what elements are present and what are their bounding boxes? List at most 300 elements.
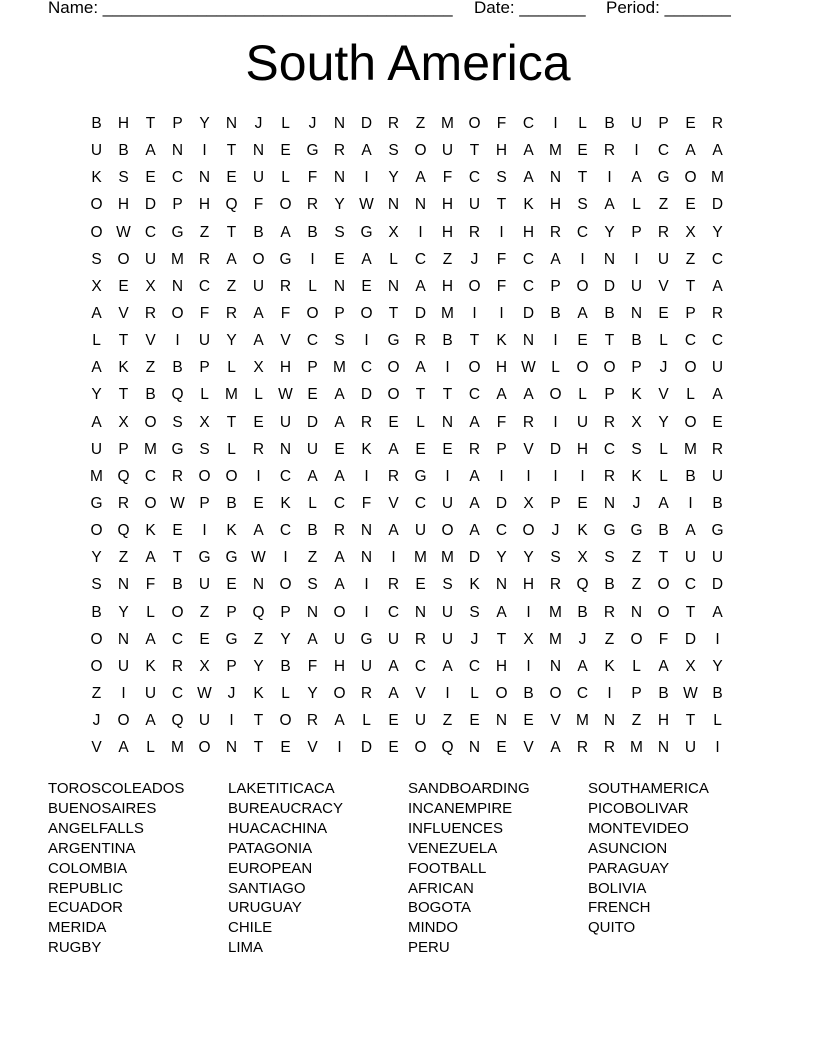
grid-letter[interactable]: O (117, 712, 130, 730)
grid-letter[interactable]: L (713, 712, 722, 730)
grid-letter[interactable]: R (414, 332, 427, 350)
grid-letter[interactable]: M (441, 304, 454, 322)
grid-letter[interactable]: M (90, 467, 103, 485)
grid-letter[interactable]: R (279, 277, 292, 295)
grid-letter[interactable]: I (364, 332, 369, 350)
grid-letter[interactable]: I (256, 467, 261, 485)
grid-letter[interactable]: A (550, 250, 561, 268)
grid-letter[interactable]: T (685, 277, 696, 295)
grid-letter[interactable]: U (468, 196, 481, 214)
grid-letter[interactable]: I (418, 223, 423, 241)
grid-letter[interactable]: Y (334, 196, 345, 214)
grid-letter[interactable]: A (631, 169, 642, 187)
grid-letter[interactable]: R (387, 576, 400, 594)
grid-letter[interactable]: E (388, 413, 399, 431)
grid-letter[interactable]: Q (576, 576, 589, 594)
grid-letter[interactable]: X (118, 413, 129, 431)
grid-letter[interactable]: L (659, 467, 668, 485)
grid-letter[interactable]: L (659, 440, 668, 458)
grid-letter[interactable]: Y (388, 169, 399, 187)
grid-letter[interactable]: C (711, 332, 724, 350)
grid-letter[interactable]: L (146, 603, 155, 621)
grid-letter[interactable]: T (226, 223, 237, 241)
grid-letter[interactable]: W (170, 494, 185, 512)
grid-letter[interactable]: F (253, 196, 264, 214)
grid-letter[interactable]: A (469, 467, 480, 485)
grid-letter[interactable]: O (684, 169, 697, 187)
grid-letter[interactable]: T (118, 386, 129, 404)
grid-letter[interactable]: O (549, 684, 562, 702)
grid-letter[interactable]: B (118, 142, 129, 160)
grid-letter[interactable]: E (334, 440, 345, 458)
grid-letter[interactable]: G (657, 169, 670, 187)
grid-letter[interactable]: E (226, 169, 237, 187)
grid-letter[interactable]: A (523, 169, 534, 187)
grid-letter[interactable]: I (526, 603, 531, 621)
grid-letter[interactable]: D (144, 196, 157, 214)
grid-letter[interactable]: O (630, 630, 643, 648)
grid-letter[interactable]: R (387, 115, 400, 132)
grid-letter[interactable]: V (91, 739, 102, 757)
grid-letter[interactable]: K (523, 196, 534, 214)
grid-letter[interactable]: O (144, 413, 157, 431)
grid-letter[interactable]: R (333, 142, 346, 160)
grid-letter[interactable]: L (632, 196, 641, 214)
grid-letter[interactable]: Q (171, 386, 184, 404)
grid-letter[interactable]: I (499, 467, 504, 485)
grid-letter[interactable]: A (226, 250, 237, 268)
grid-letter[interactable]: L (389, 250, 398, 268)
grid-letter[interactable]: Y (253, 657, 264, 675)
grid-letter[interactable]: C (468, 169, 481, 187)
grid-letter[interactable]: J (308, 115, 317, 132)
grid-letter[interactable]: A (334, 712, 345, 730)
grid-letter[interactable]: T (226, 142, 237, 160)
grid-letter[interactable]: N (225, 739, 238, 757)
grid-letter[interactable]: I (121, 684, 126, 702)
grid-letter[interactable]: O (387, 359, 400, 377)
grid-letter[interactable]: U (90, 142, 103, 160)
grid-letter[interactable]: D (549, 440, 562, 458)
grid-letter[interactable]: K (631, 386, 642, 404)
grid-letter[interactable]: O (333, 603, 346, 621)
grid-letter[interactable]: E (388, 739, 399, 757)
grid-letter[interactable]: S (334, 223, 345, 241)
grid-letter[interactable]: A (712, 277, 723, 295)
grid-letter[interactable]: G (414, 467, 427, 485)
grid-letter[interactable]: T (145, 115, 156, 132)
grid-letter[interactable]: Z (118, 549, 129, 567)
grid-letter[interactable]: L (470, 684, 479, 702)
grid-letter[interactable]: S (442, 576, 453, 594)
grid-letter[interactable]: U (657, 250, 670, 268)
grid-letter[interactable]: B (523, 684, 534, 702)
grid-letter[interactable]: U (576, 413, 589, 431)
grid-letter[interactable]: D (603, 277, 616, 295)
grid-letter[interactable]: R (711, 304, 724, 322)
grid-letter[interactable]: N (279, 440, 292, 458)
grid-letter[interactable]: C (333, 494, 346, 512)
grid-letter[interactable]: T (658, 549, 669, 567)
grid-letter[interactable]: H (522, 223, 535, 241)
grid-letter[interactable]: A (253, 522, 264, 540)
grid-letter[interactable]: R (360, 413, 373, 431)
grid-letter[interactable]: C (414, 657, 427, 675)
grid-letter[interactable]: O (279, 712, 292, 730)
grid-letter[interactable]: X (253, 359, 264, 377)
grid-letter[interactable]: G (225, 549, 238, 567)
grid-letter[interactable]: D (711, 576, 724, 594)
grid-letter[interactable]: Z (631, 712, 642, 730)
grid-letter[interactable]: I (607, 169, 612, 187)
grid-letter[interactable]: O (333, 684, 346, 702)
grid-letter[interactable]: T (604, 332, 615, 350)
grid-letter[interactable]: A (145, 712, 156, 730)
grid-letter[interactable]: L (308, 494, 317, 512)
grid-letter[interactable]: U (198, 332, 211, 350)
grid-letter[interactable]: F (496, 413, 507, 431)
grid-letter[interactable]: X (577, 549, 588, 567)
grid-letter[interactable]: E (712, 413, 723, 431)
grid-letter[interactable]: Y (658, 413, 669, 431)
grid-letter[interactable]: S (91, 576, 102, 594)
grid-letter[interactable]: M (414, 549, 427, 567)
grid-letter[interactable]: I (553, 332, 558, 350)
grid-letter[interactable]: N (657, 739, 670, 757)
grid-letter[interactable]: Z (604, 630, 615, 648)
grid-letter[interactable]: A (334, 386, 345, 404)
grid-letter[interactable]: X (685, 657, 696, 675)
grid-letter[interactable]: X (685, 223, 696, 241)
grid-letter[interactable]: T (415, 386, 426, 404)
grid-letter[interactable]: C (414, 250, 427, 268)
grid-letter[interactable]: A (469, 494, 480, 512)
grid-letter[interactable]: U (198, 712, 211, 730)
grid-letter[interactable]: C (657, 142, 670, 160)
grid-letter[interactable]: Y (91, 386, 102, 404)
grid-letter[interactable]: N (333, 115, 346, 132)
grid-letter[interactable]: I (715, 739, 720, 757)
grid-letter[interactable]: I (499, 304, 504, 322)
grid-letter[interactable]: H (576, 440, 589, 458)
grid-letter[interactable]: N (414, 196, 427, 214)
grid-letter[interactable]: T (226, 413, 237, 431)
grid-letter[interactable]: B (280, 657, 291, 675)
grid-letter[interactable]: H (441, 277, 454, 295)
grid-letter[interactable]: Q (171, 712, 184, 730)
grid-letter[interactable]: S (118, 169, 129, 187)
grid-letter[interactable]: H (549, 196, 562, 214)
grid-letter[interactable]: U (117, 657, 130, 675)
grid-letter[interactable]: E (469, 712, 480, 730)
period-field[interactable]: Period: _______ (606, 0, 731, 17)
grid-letter[interactable]: F (307, 657, 318, 675)
grid-letter[interactable]: A (577, 304, 588, 322)
grid-letter[interactable]: Z (199, 603, 210, 621)
grid-letter[interactable]: E (280, 739, 291, 757)
grid-letter[interactable]: D (306, 413, 319, 431)
grid-letter[interactable]: I (391, 549, 396, 567)
grid-letter[interactable]: N (117, 630, 130, 648)
grid-letter[interactable]: F (496, 115, 507, 132)
grid-letter[interactable]: V (145, 332, 156, 350)
grid-letter[interactable]: A (145, 630, 156, 648)
grid-letter[interactable]: L (227, 440, 236, 458)
grid-letter[interactable]: G (90, 494, 103, 512)
grid-letter[interactable]: G (360, 223, 373, 241)
grid-letter[interactable]: W (116, 223, 131, 241)
grid-letter[interactable]: N (252, 576, 265, 594)
grid-letter[interactable]: C (198, 277, 211, 295)
grid-letter[interactable]: U (441, 603, 454, 621)
grid-letter[interactable]: G (171, 223, 184, 241)
grid-letter[interactable]: B (172, 576, 183, 594)
grid-letter[interactable]: L (686, 386, 695, 404)
grid-letter[interactable]: L (578, 386, 587, 404)
grid-letter[interactable]: T (577, 169, 588, 187)
grid-letter[interactable]: O (360, 304, 373, 322)
grid-letter[interactable]: A (604, 196, 615, 214)
grid-letter[interactable]: Z (658, 196, 669, 214)
grid-letter[interactable]: U (711, 549, 724, 567)
grid-letter[interactable]: G (630, 522, 643, 540)
grid-letter[interactable]: K (118, 359, 129, 377)
grid-letter[interactable]: O (387, 386, 400, 404)
grid-letter[interactable]: R (711, 115, 724, 132)
grid-letter[interactable]: K (631, 467, 642, 485)
grid-letter[interactable]: N (333, 169, 346, 187)
grid-letter[interactable]: E (415, 440, 426, 458)
grid-letter[interactable]: X (631, 413, 642, 431)
grid-letter[interactable]: C (576, 684, 589, 702)
grid-letter[interactable]: A (253, 304, 264, 322)
grid-letter[interactable]: E (253, 494, 264, 512)
grid-letter[interactable]: X (91, 277, 102, 295)
grid-letter[interactable]: X (388, 223, 399, 241)
grid-letter[interactable]: A (388, 657, 399, 675)
grid-letter[interactable]: M (144, 440, 157, 458)
grid-letter[interactable]: P (658, 115, 669, 132)
grid-letter[interactable]: O (441, 522, 454, 540)
name-field[interactable]: Name: _____________________________________ (48, 0, 453, 17)
grid-letter[interactable]: O (90, 630, 103, 648)
grid-letter[interactable]: G (387, 332, 400, 350)
grid-letter[interactable]: I (553, 413, 558, 431)
grid-letter[interactable]: A (712, 142, 723, 160)
grid-letter[interactable]: I (364, 603, 369, 621)
grid-letter[interactable]: A (415, 169, 426, 187)
grid-letter[interactable]: B (307, 223, 318, 241)
grid-letter[interactable]: L (578, 115, 587, 132)
grid-letter[interactable]: U (333, 630, 346, 648)
grid-letter[interactable]: U (144, 684, 157, 702)
grid-letter[interactable]: I (445, 467, 450, 485)
grid-letter[interactable]: D (495, 494, 508, 512)
grid-letter[interactable]: I (310, 250, 315, 268)
grid-letter[interactable]: P (631, 684, 642, 702)
grid-letter[interactable]: Y (523, 549, 534, 567)
grid-letter[interactable]: O (90, 196, 103, 214)
grid-letter[interactable]: G (171, 440, 184, 458)
grid-letter[interactable]: X (199, 413, 210, 431)
grid-letter[interactable]: I (499, 223, 504, 241)
grid-letter[interactable]: E (307, 386, 318, 404)
grid-letter[interactable]: L (308, 277, 317, 295)
grid-letter[interactable]: L (254, 386, 263, 404)
grid-letter[interactable]: C (306, 332, 319, 350)
grid-letter[interactable]: T (685, 603, 696, 621)
grid-letter[interactable]: E (199, 630, 210, 648)
grid-letter[interactable]: C (171, 169, 184, 187)
grid-letter[interactable]: B (658, 684, 669, 702)
grid-letter[interactable]: W (251, 549, 266, 567)
grid-letter[interactable]: I (715, 630, 720, 648)
grid-letter[interactable]: L (146, 739, 155, 757)
grid-letter[interactable]: X (145, 277, 156, 295)
grid-letter[interactable]: R (387, 467, 400, 485)
grid-letter[interactable]: G (711, 522, 724, 540)
grid-letter[interactable]: N (198, 169, 211, 187)
grid-letter[interactable]: U (414, 712, 427, 730)
grid-letter[interactable]: R (549, 223, 562, 241)
grid-letter[interactable]: R (198, 250, 211, 268)
grid-letter[interactable]: N (360, 522, 373, 540)
grid-letter[interactable]: C (360, 359, 373, 377)
grid-letter[interactable]: K (361, 440, 372, 458)
grid-letter[interactable]: U (711, 467, 724, 485)
grid-letter[interactable]: I (553, 115, 558, 132)
grid-letter[interactable]: I (337, 739, 342, 757)
grid-letter[interactable]: L (281, 115, 290, 132)
grid-letter[interactable]: E (685, 115, 696, 132)
grid-letter[interactable]: R (252, 440, 265, 458)
grid-letter[interactable]: E (334, 250, 345, 268)
grid-letter[interactable]: E (496, 739, 507, 757)
grid-letter[interactable]: U (630, 277, 643, 295)
grid-letter[interactable]: V (658, 277, 669, 295)
grid-letter[interactable]: D (414, 304, 427, 322)
grid-letter[interactable]: H (279, 359, 292, 377)
grid-letter[interactable]: U (441, 142, 454, 160)
grid-letter[interactable]: K (145, 522, 156, 540)
grid-letter[interactable]: E (577, 142, 588, 160)
grid-letter[interactable]: G (279, 250, 292, 268)
grid-letter[interactable]: U (630, 115, 643, 132)
grid-letter[interactable]: S (334, 332, 345, 350)
grid-letter[interactable]: N (549, 169, 562, 187)
grid-letter[interactable]: I (283, 549, 288, 567)
grid-letter[interactable]: H (441, 223, 454, 241)
grid-letter[interactable]: O (252, 250, 265, 268)
grid-letter[interactable]: M (684, 440, 697, 458)
grid-letter[interactable]: A (280, 223, 291, 241)
grid-letter[interactable]: I (202, 522, 207, 540)
grid-letter[interactable]: A (658, 657, 669, 675)
grid-letter[interactable]: T (253, 739, 264, 757)
grid-letter[interactable]: E (361, 277, 372, 295)
grid-letter[interactable]: T (442, 386, 453, 404)
grid-letter[interactable]: F (307, 169, 318, 187)
grid-letter[interactable]: N (171, 142, 184, 160)
grid-letter[interactable]: S (469, 603, 480, 621)
grid-letter[interactable]: A (712, 386, 723, 404)
grid-letter[interactable]: I (607, 684, 612, 702)
grid-letter[interactable]: A (523, 386, 534, 404)
grid-letter[interactable]: S (496, 169, 507, 187)
grid-letter[interactable]: M (549, 630, 562, 648)
grid-letter[interactable]: V (523, 739, 534, 757)
grid-letter[interactable]: D (360, 115, 373, 132)
grid-letter[interactable]: N (495, 576, 508, 594)
grid-letter[interactable]: O (90, 522, 103, 540)
grid-letter[interactable]: Y (712, 223, 723, 241)
grid-letter[interactable]: B (442, 332, 453, 350)
grid-letter[interactable]: M (171, 739, 184, 757)
grid-letter[interactable]: T (496, 630, 507, 648)
grid-letter[interactable]: B (604, 304, 615, 322)
grid-letter[interactable]: V (523, 440, 534, 458)
grid-letter[interactable]: R (333, 522, 346, 540)
grid-letter[interactable]: G (198, 549, 211, 567)
grid-letter[interactable]: L (281, 684, 290, 702)
grid-letter[interactable]: P (631, 223, 642, 241)
grid-letter[interactable]: B (604, 576, 615, 594)
grid-letter[interactable]: A (388, 522, 399, 540)
grid-letter[interactable]: E (523, 712, 534, 730)
grid-letter[interactable]: P (307, 359, 318, 377)
grid-letter[interactable]: V (388, 494, 399, 512)
grid-letter[interactable]: C (279, 522, 292, 540)
grid-letter[interactable]: W (683, 684, 698, 702)
grid-letter[interactable]: H (117, 115, 130, 132)
grid-letter[interactable]: F (280, 304, 291, 322)
grid-letter[interactable]: Y (604, 223, 615, 241)
grid-letter[interactable]: E (577, 494, 588, 512)
grid-letter[interactable]: S (307, 576, 318, 594)
grid-letter[interactable]: H (441, 196, 454, 214)
grid-letter[interactable]: P (496, 440, 507, 458)
grid-letter[interactable]: O (414, 142, 427, 160)
grid-letter[interactable]: C (711, 250, 724, 268)
grid-letter[interactable]: J (551, 522, 560, 540)
grid-letter[interactable]: Z (226, 277, 237, 295)
grid-letter[interactable]: N (387, 277, 400, 295)
date-field[interactable]: Date: _______ (474, 0, 586, 17)
grid-letter[interactable]: E (226, 576, 237, 594)
grid-letter[interactable]: M (549, 142, 562, 160)
grid-letter[interactable]: O (495, 684, 508, 702)
grid-letter[interactable]: Q (441, 739, 454, 757)
grid-letter[interactable]: B (577, 603, 588, 621)
grid-letter[interactable]: O (468, 359, 481, 377)
grid-letter[interactable]: K (253, 684, 264, 702)
grid-letter[interactable]: L (362, 712, 371, 730)
grid-letter[interactable]: N (252, 142, 265, 160)
grid-letter[interactable]: T (118, 332, 129, 350)
grid-letter[interactable]: P (604, 386, 615, 404)
grid-letter[interactable]: A (334, 413, 345, 431)
grid-letter[interactable]: P (172, 115, 183, 132)
grid-letter[interactable]: A (253, 332, 264, 350)
grid-letter[interactable]: I (526, 467, 531, 485)
grid-letter[interactable]: N (630, 603, 643, 621)
grid-letter[interactable]: I (580, 467, 585, 485)
grid-letter[interactable]: C (522, 277, 535, 295)
grid-letter[interactable]: M (549, 603, 562, 621)
grid-letter[interactable]: D (360, 739, 373, 757)
grid-letter[interactable]: O (171, 603, 184, 621)
grid-letter[interactable]: R (171, 657, 184, 675)
